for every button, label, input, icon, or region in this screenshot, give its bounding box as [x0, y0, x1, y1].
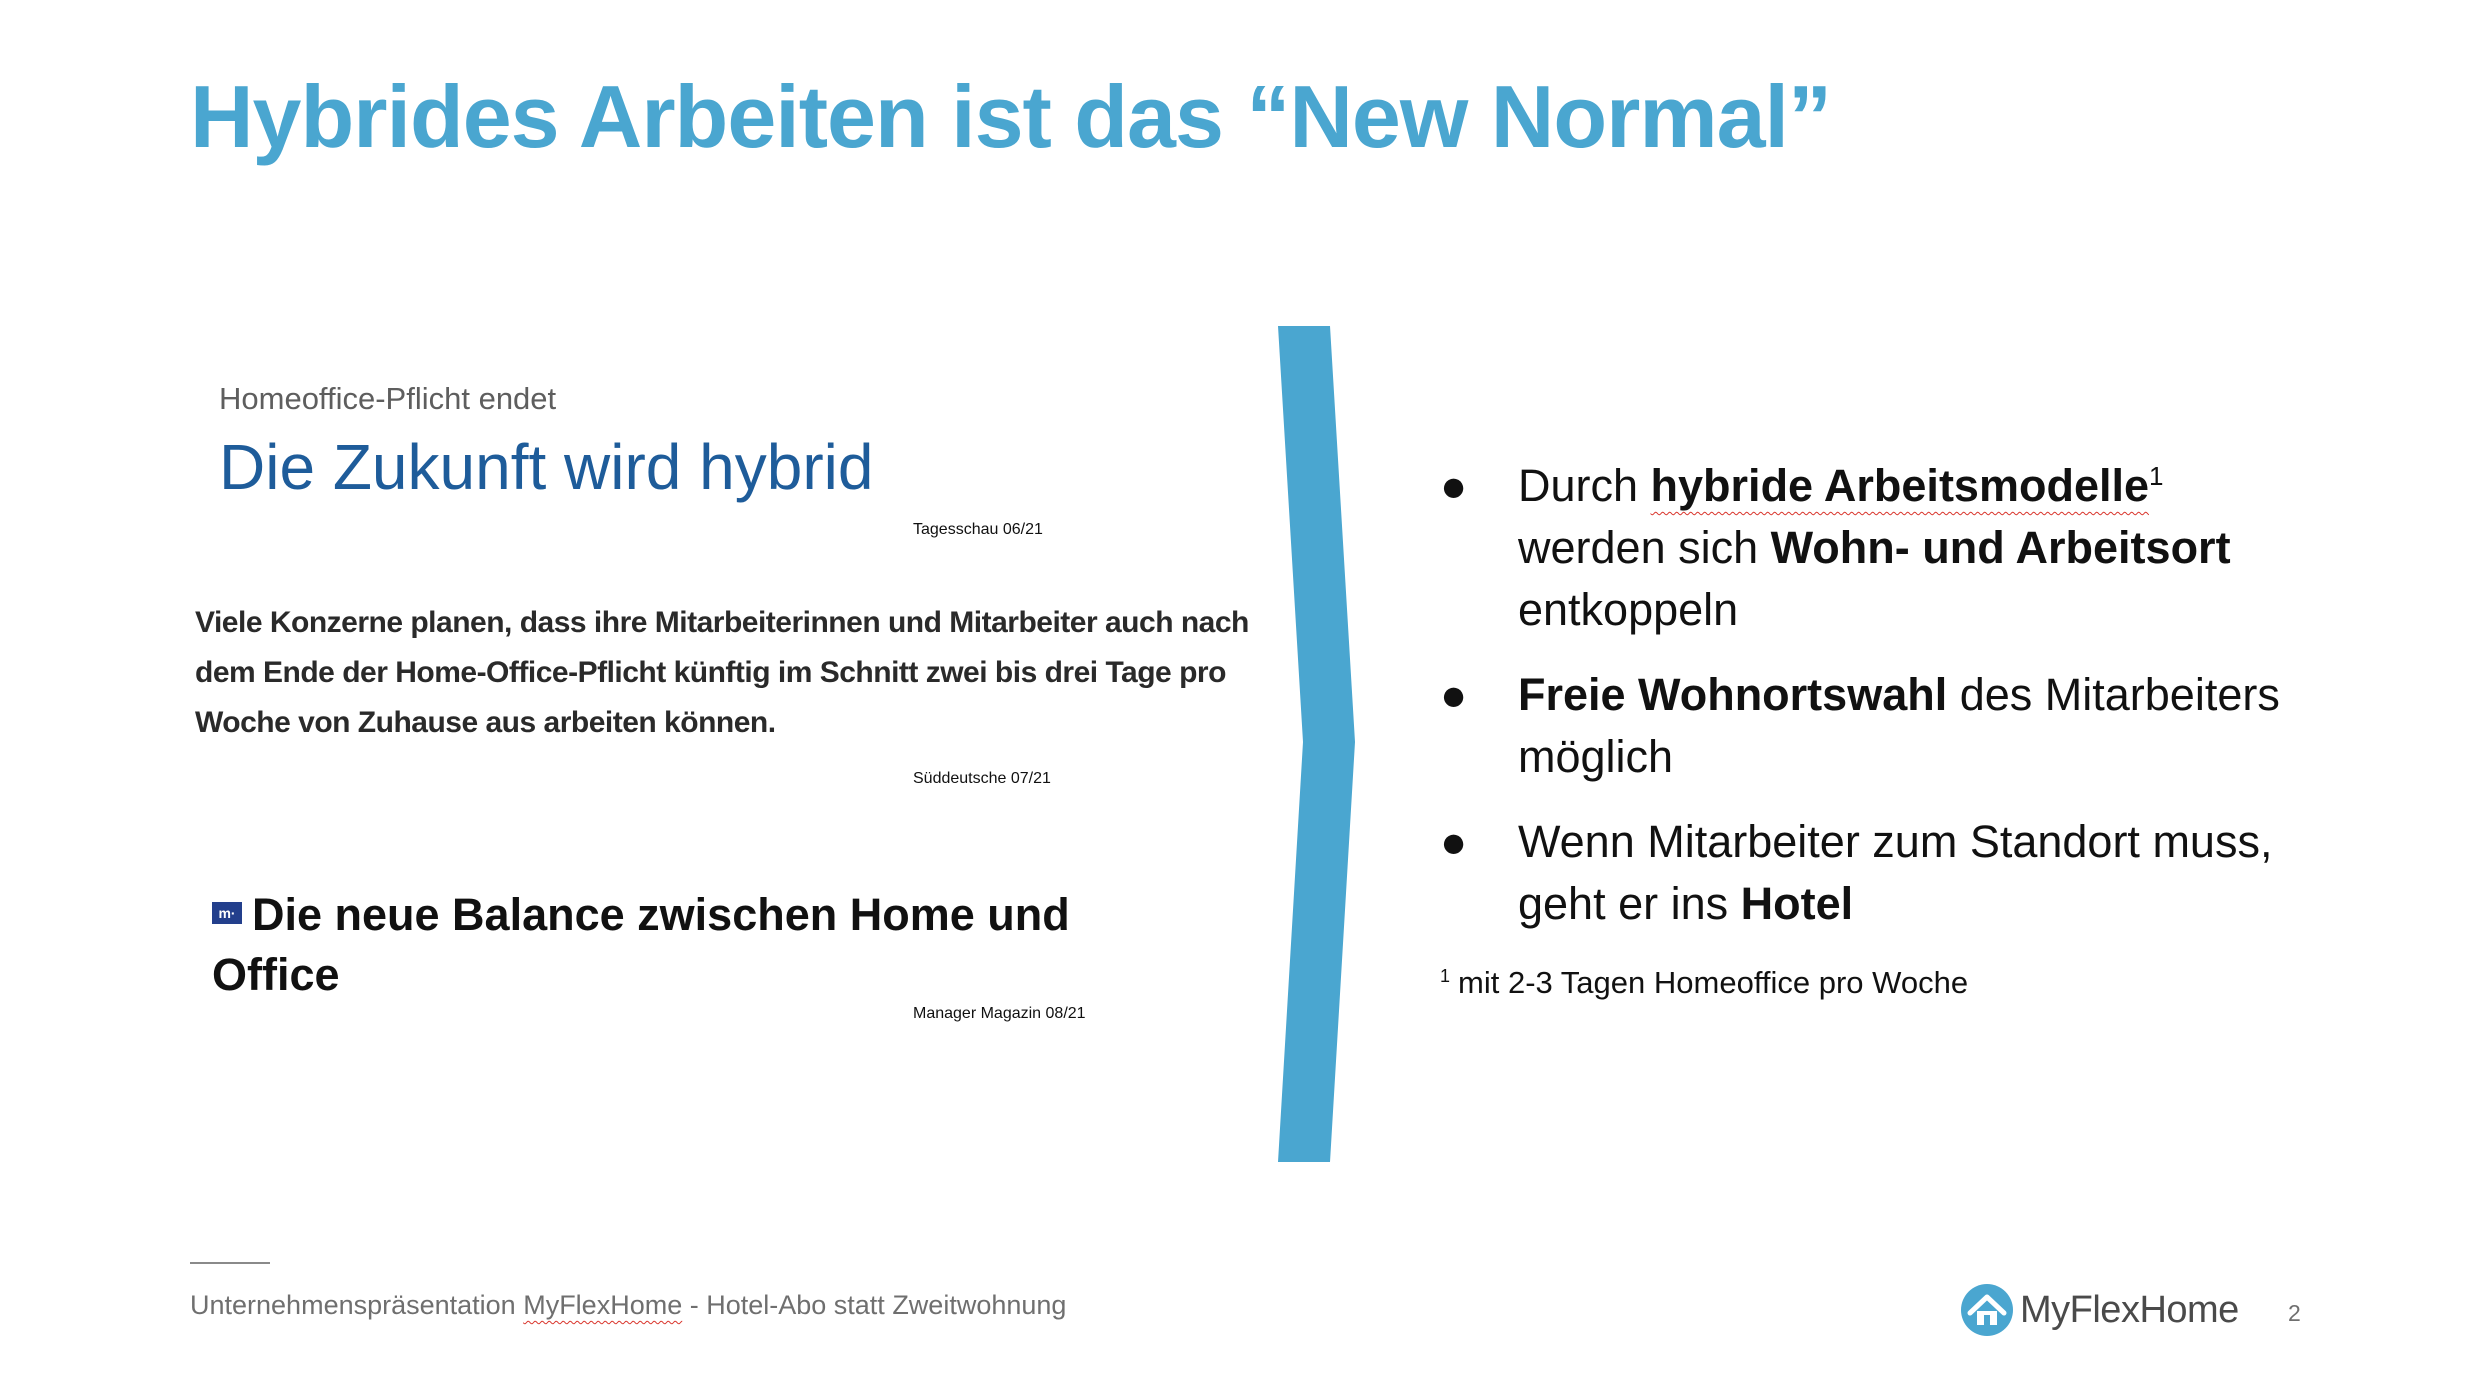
- brand-name: [2020, 1289, 2239, 1332]
- bullet-item-3: [1440, 811, 2320, 935]
- footer-text-prefix: Unternehmenspräsentation: [190, 1290, 524, 1320]
- brand-logo: [1960, 1282, 2239, 1338]
- chevron-shape: [1278, 326, 1355, 1162]
- manager-magazin-headline: Die neue Balance zwischen Home und Office: [212, 889, 1070, 1000]
- footnote-text: mit 2-3 Tagen Homeoffice pro Woche: [1458, 965, 1969, 1000]
- bullet-dot: ●: [1440, 460, 1468, 511]
- bullet-1-bold-b: Wohn- und Arbeitsort: [1770, 522, 2231, 573]
- bullet-1-text-c: entkoppeln: [1518, 584, 1739, 635]
- bullet-1-text-b: werden sich: [1518, 522, 1771, 573]
- footnote: [1440, 965, 1968, 1001]
- manager-magazin-clipping: [212, 885, 1112, 1005]
- sueddeutsche-source: Süddeutsche 07/21: [913, 770, 1051, 787]
- manager-magazin-logo: m·: [212, 902, 242, 924]
- bullet-1-bold-a: hybride Arbeitsmodelle: [1650, 460, 2149, 511]
- bullet-2-text: des Mitarbeiters möglich: [1518, 669, 2280, 782]
- page-number: 2: [2288, 1300, 2301, 1326]
- chevron-divider: [1270, 322, 1380, 1172]
- footer-divider: [190, 1262, 270, 1264]
- footnote-marker: 1: [1440, 965, 1451, 986]
- brand-name-b: Home: [2139, 1288, 2239, 1331]
- footer-text: [190, 1290, 1066, 1321]
- manager-magazin-source: Manager Magazin 08/21: [913, 1005, 1086, 1022]
- bullet-item-2: [1440, 664, 2320, 788]
- tagesschau-headline: Die Zukunft wird hybrid: [219, 431, 874, 503]
- tagesschau-source: Tagesschau 06/21: [913, 521, 1043, 538]
- bullet-item-1: [1440, 455, 2320, 641]
- tagesschau-kicker: Homeoffice-Pflicht endet: [219, 381, 557, 416]
- bullet-dot: ●: [1440, 669, 1468, 720]
- bullet-dot: ●: [1440, 816, 1468, 867]
- brand-name-a: MyFlex: [2020, 1288, 2140, 1331]
- slide-title: Hybrides Arbeiten ist das “New Normal”: [190, 67, 1831, 166]
- house-icon: [1960, 1283, 2014, 1337]
- sueddeutsche-quote: Viele Konzerne planen, dass ihre Mitarbeiterinnen und Mitarbeiter auch nach dem Ende der Home-Office-Pflicht künftig im Schnitt zwei bis drei Tage pro Woche von Zuhause aus arbeiten können.: [195, 606, 1249, 739]
- bullet-1-footnote-marker: 1: [2149, 461, 2164, 491]
- key-points-list: [1440, 455, 2320, 958]
- footer-text-brand: MyFlexHome: [523, 1290, 683, 1320]
- bullet-3-bold: Hotel: [1740, 878, 1854, 929]
- bullet-2-bold: Freie Wohnortswahl: [1518, 669, 1948, 720]
- bullet-1-text-a: Durch: [1518, 460, 1651, 511]
- footer-text-suffix: - Hotel-Abo statt Zweitwohnung: [682, 1290, 1067, 1320]
- bullet-3-text: Wenn Mitarbeiter zum Standort muss, geht er ins: [1518, 816, 2273, 929]
